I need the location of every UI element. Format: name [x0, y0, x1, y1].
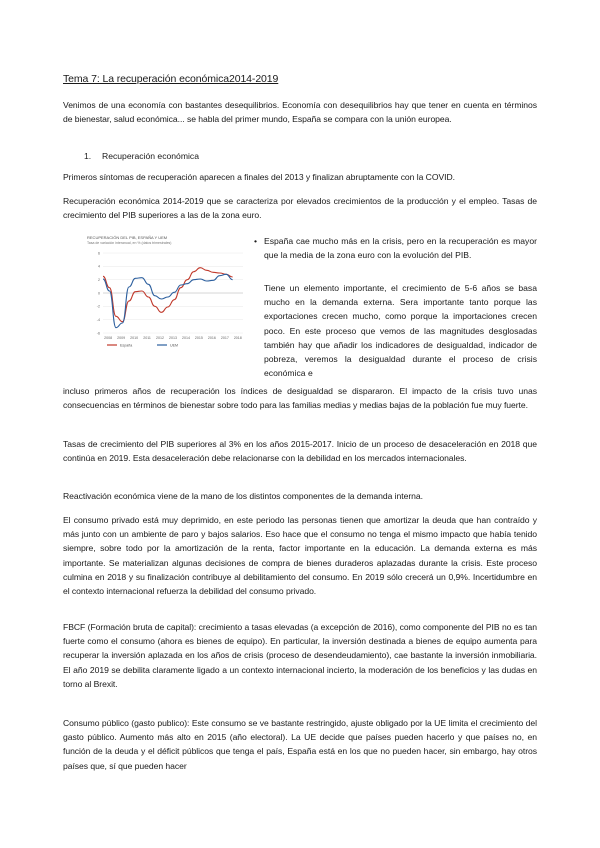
paragraph-desigualdad: incluso primeros años de recuperación los índices de desigualdad se dispararon. El impacto de la crisis tuvo unas consecuencias en términos de bienestar sobre todo para las familias medias y medias bajas de la población fue muy fuerte. — [63, 386, 537, 411]
bullet-text: España cae mucho más en la crisis, pero en la recuperación es mayor que la media de la zona euro con la evolución del PIB. — [264, 236, 537, 261]
y-tick-label: 0 — [98, 291, 100, 296]
chart-subtitle: Tasa de variación interanual, en % (datos trimestrales) — [87, 241, 172, 245]
paragraph-consumo-privado: El consumo privado está muy deprimido, en este periodo las personas tienen que amortizar la deuda que han contraído y más junto con un ambiente de paro y bajos salarios. Eso hace que el consumo no tenga el mismo impacto que había tenido siempre, sobre todo por la amortización de la renta, factor importante en la educación. La demanda externa es más importante. Se materializan algunas decisiones de compra de bienes duraderos aplazadas durante la crisis. Este proceso culmina en 2018 y su finalización contribuye al debilitamiento del consumo. En 2019 sólo crecerá un 0,9%. Incertidumbre en el contexto internacional refuerza la debilidad del consumo privado. — [63, 515, 537, 597]
paragraph-reactivacion: Reactivación económica viene de la mano de los distintos componentes de la demanda interna. — [63, 491, 423, 501]
y-tick-label: -2 — [96, 304, 100, 309]
page-title: Tema 7: La recuperación económica2014-2019 — [63, 73, 279, 85]
y-tick-label: 4 — [98, 264, 100, 269]
gdp-chart-figure — [85, 233, 250, 351]
section-title: Recuperación económica — [102, 151, 199, 161]
y-tick-label: -4 — [96, 317, 100, 322]
section-heading — [84, 151, 199, 161]
x-tick-label: 2014 — [181, 336, 190, 340]
x-tick-label: 2010 — [130, 336, 139, 340]
x-tick-label: 2016 — [207, 336, 216, 340]
series-line-españa — [103, 268, 233, 322]
legend-label: España — [120, 343, 133, 348]
legend-label: UEM — [170, 343, 178, 348]
x-tick-label: 2008 — [104, 336, 113, 340]
intro-paragraph: Venimos de una economía con bastantes desequilibrios. Economía con desequilibrios hay que tener en cuenta en términos de bienestar, salud económica... se habla del primer mundo, España se compara con la unión europea. — [63, 100, 537, 125]
paragraph-fbcf: FBCF (Formación bruta de capital): crecimiento a tasas elevadas (a excepción de 2016), como componente del PIB no es tan fuerte como el consumo (ahora es bienes de equipo). En particular, la inversión destinada a bienes de equipo aumenta para recuperar la inversión aplazada en los años de crisis (proceso de desendeudamiento), cae bastante la inversión inmobiliaria. El año 2019 se debilita claramente ligado a un contexto internacional incierto, la moderación de los beneficios y las dudas en torno al Brexit. — [63, 622, 537, 689]
paragraph-consumo-publico: Consumo público (gasto publico): Este consumo se ve bastante restringido, ajuste obligado por la UE limita el crecimiento del gasto público. Aumento más alto en 2015 (año electoral). La UE decide que países pueden hacerlo y que países no, en función de la deuda y el déficit públicos que tenga el país, España está en los que no pueden hacer, sin embargo, hay otros países que, sí que pueden hacer — [63, 718, 537, 771]
bullet-icon: • — [254, 236, 258, 246]
paragraph-recuperacion: Recuperación económica 2014-2019 que se caracteriza por elevados crecimientos de la producción y el empleo. Tasas de crecimiento del PIB superiores a las de la zona euro. — [63, 196, 537, 221]
gdp-line-chart — [85, 233, 250, 351]
x-tick-label: 2013 — [169, 336, 177, 340]
y-tick-label: 2 — [98, 277, 100, 282]
x-tick-label: 2015 — [194, 336, 203, 340]
paragraph-tasas-crecimiento: Tasas de crecimiento del PIB superiores al 3% en los años 2015-2017. Inicio de un proceso de desaceleración en 2018 que continúa en 2019. Esta desaceleración debe relacionarse con la debilidad en los mercados internacionales. — [63, 439, 537, 464]
paragraph-demanda-externa: Tiene un elemento importante, el crecimiento de 5-6 años se basa mucho en la demanda externa. Sera importante tanto porque las exportaciones crecen mucho, como porque la importaciones crecen poco. En este proceso que vemos de las magnitudes desglosadas también hay que añadir los indicadores de desigualdad, indicador de pobreza, veremos la desigualdad durante el proceso de crisis económica e — [264, 283, 537, 379]
x-tick-label: 2012 — [156, 336, 165, 340]
x-tick-label: 2011 — [143, 336, 151, 340]
section-number: 1. — [84, 151, 92, 161]
paragraph-sintomas: Primeros síntomas de recuperación aparecen a finales del 2013 y finalizan abruptamente con la COVID. — [63, 172, 455, 182]
x-tick-label: 2018 — [233, 336, 242, 340]
x-tick-label: 2017 — [220, 336, 229, 340]
y-tick-label: -6 — [96, 331, 100, 336]
chart-title: RECUPERACIÓN DEL PIB, ESPAÑA Y UEM — [87, 235, 168, 240]
y-tick-label: 6 — [98, 251, 100, 256]
x-tick-label: 2009 — [117, 336, 126, 340]
